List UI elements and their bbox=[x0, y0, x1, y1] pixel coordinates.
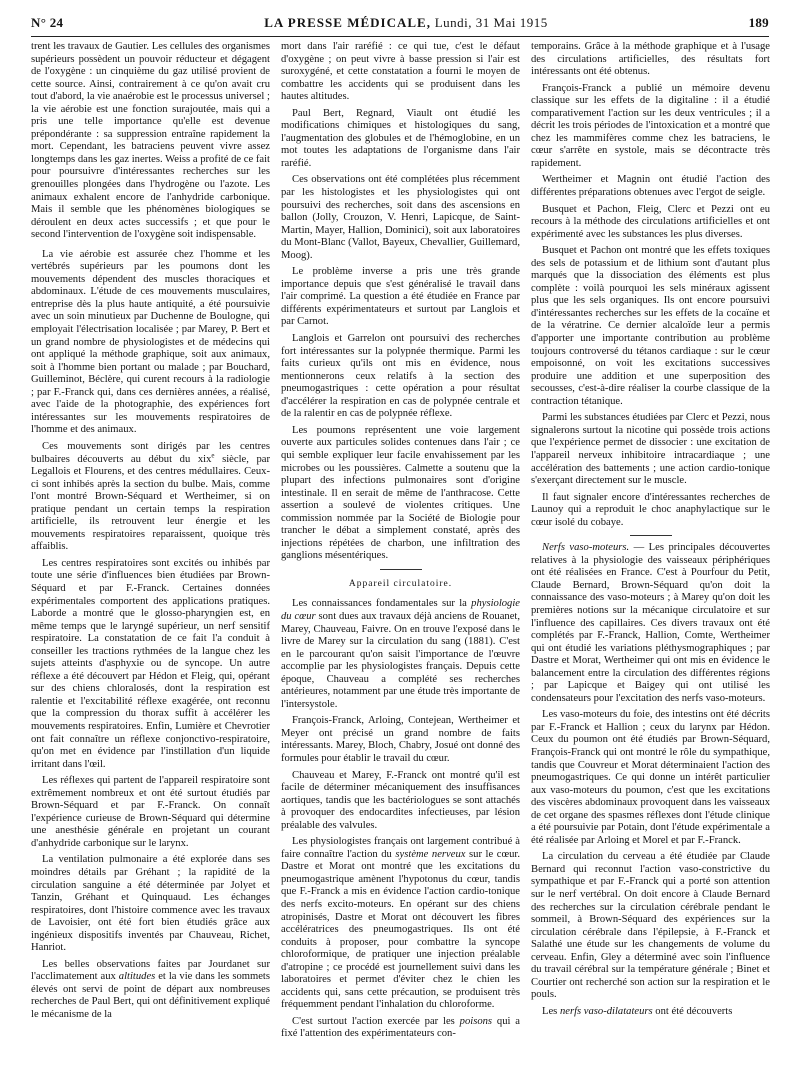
paragraph: C'est surtout l'action exercée par les poisons qui a fixé l'attention des expérimentateurs con- bbox=[281, 1015, 520, 1040]
paragraph: Les réflexes qui partent de l'appareil respiratoire sont extrêmement nombreux et ont été surtout étudiés par Brown-Séquard et par F.-Franck. On connaît l'expérience curieuse de Brown-Séquard qui détermine une anesthésie générale en projetant un courant d'anhydride carbonique sur le larynx. bbox=[31, 775, 270, 849]
paragraph: Nerfs vaso-moteurs. — Les principales découvertes relatives à la physiologie des vaisseaux périphériques ont été réalisées en France. C'est à Pourfour du Petit, Claude Bernard, Brown-Séquard qu'on doit la connaissance des vaso-moteurs ; à Marey qu'on doit les premières notions sur la mécanique circulatoire et sur l'influence des capillaires. Ces divers travaux ont été complétés par F.-Franck, Hallion, Comte, Wertheimer qui ont étudié les variations pléthysmographiques ; par Dastre et Morat, Wertheimer qui ont mis en évidence le balancement entre la circulation des différentes régions ; par Lapicque et Baigey qui ont utilisé les condensateurs pour l'excitation des nerfs vaso-moteurs. bbox=[531, 542, 770, 704]
subsection-heading: Nerfs vaso-moteurs. bbox=[542, 542, 630, 554]
paragraph: La ventilation pulmonaire a été explorée dans ses moindres détails par Gréhant ; la rapidité de la circulation sanguine a été déterminée par Jolyet et Tanzin, Gréhant et Quinquaud. Les échanges respiratoires, dont l'histoire commence avec les travaux de Lavoisier, ont été fort bien étudiés grâce aux ingénieux dispositifs inventés par Chauveau, Richet, Hanriot. bbox=[31, 854, 270, 954]
paragraph: Les vaso-moteurs du foie, des intestins ont été décrits par F.-Franck et Hallion ; ceux du larynx par Hédon. Ceux du poumon ont été étudiés par Brown-Séquard, François-Franck qui ont montré le rôle du sympathique, tandis que Couvreur et Morat déterminaient l'action des pneumogastriques. Ce qui donne un intérêt particulier aux vaso-moteurs du poumon, c'est que les excitations des viscères abdominaux provoquent dans les vaisseaux de cet organe des spasmes réflexes dont l'étude clinique a été poursuivie par Potain, dont l'étude expérimentale a été réalisée par Arloing et Morel et par F.-Franck. bbox=[531, 709, 770, 846]
paragraph: Les centres respiratoires sont excités ou inhibés par toute une série d'influences bien étudiées par Brown-Séquard et par F.-Franck. Certaines données expérimentales comportent des applications pratiques. Laborde a montré que le glosso-pharyngien est, en même temps que le laryngé supérieur, un nerf sensitif respiratoire. La constatation de ce fait l'a conduit à conseiller les tractions rythmées de la langue chez les sujets atteints d'asphyxie ou de syncope. Un autre réflexe a été découvert par Hédon et Fleig, qui, opérant sur des chiens chloralosés, dont la respiration est ralentie et l'excitabilité réflexe exagérée, ont reconnu que la compression du thorax suffit à accélérer les mouvements respiratoires. Enfin, Lumière et Chevrotier ont fait connaître un réflexe conjonctivo-respiratoire, qu'on met en évidence par l'instillation d'un liquide irritant dans l'œil. bbox=[31, 557, 270, 770]
paragraph: Le problème inverse a pris une très grande importance depuis que s'est généralisé le travail dans l'air comprimé. La question a été étudiée en France par différents expérimentateurs et surtout par Langlois et par Carnot. bbox=[281, 266, 520, 328]
page-number: 189 bbox=[748, 15, 769, 30]
paragraph: trent les travaux de Gautier. Les cellules des organismes supérieurs possèdent un pouvoir réducteur et dégagent de l'oxygène : un cinquième du gaz utilisé provient de cette source. Ainsi, contrairement à ce qu'on avait cru tout d'abord, la vie anaérobie est le processus universel ; la vie aérobie est une fonction surajoutée, mais qui a pris une telle importance qu'elle est devenue prépondérante : sa suppression entraîne rapidement la mort. Cependant, les batraciens peuvent vivre assez longtemps dans les gaz inertes. Weiss a profité de ce fait pour poursuivre d'intéressantes recherches sur les grenouilles plongées dans l'hydrogène ou l'azote. Les animaux exhalent encore de l'anhydride carbonique. Mais il semble que les phénomènes biologiques se déroulent en deux actes successifs ; et que pour le second l'intervention de l'oxygène soit indispensable. bbox=[31, 41, 270, 241]
paragraph: François-Franck a publié un mémoire devenu classique sur les effets de la digitaline : il a étudié comparativement l'action sur les deux ventricules ; il a décrit les trois périodes de l'intoxication et a montré que chez les mammifères comme chez les batraciens, le cœur s'arrête en systole, mais se décontracte très rapidement. bbox=[531, 82, 770, 169]
paragraph: Les nerfs vaso-dilatateurs ont été découverts bbox=[542, 1005, 733, 1017]
paragraph: Chauveau et Marey, F.-Franck ont montré qu'il est facile de déterminer mécaniquement des insuffisances aortiques, tandis que les bactériologues se sont attachés à provoquer des endocardites infectieuses, par lésion préalable des valvules. bbox=[281, 769, 520, 831]
paragraph: François-Franck, Arloing, Contejean, Wertheimer et Meyer ont précisé un grand nombre de faits intéressants. Marey, Bloch, Chabry, Josué ont donné des formules pour établir le travail du cœur. bbox=[281, 715, 520, 764]
paragraph: La vie aérobie est assurée chez l'homme et les vertébrés supérieurs par les poumons dont les mouvements dépendent des muscles thoraciques et abdominaux. L'étude de ces mouvements musculaires, entreprise dès la plus haute antiquité, a été poursuivie avec un soin minutieux par Duchenne de Boulogne, qui employait l'électrisation localisée ; par Marey, P. Bert et un grand nombre de physiologistes et de médecins qui ont appliqué la méthode graphique, soit aux animaux, soit à l'homme bien portant ou malade ; par Bouchard, Guilleminot, Béclère, qui curent recours à la radiologie ; par F.-Franck qui, dans ces dernières années, a réalisé, avec l'aide de la photographie, des expériences fort intéressantes sur les mouvements respiratoires de l'homme et des animaux. bbox=[31, 248, 270, 436]
paragraph: Les physiologistes français ont largement contribué à faire connaître l'action du système nerveux sur le cœur. Dastre et Morat ont montré que les excitations du pneumogastrique amènent l'hypotonus du cœur, tandis que F.-Franck a mis en évidence l'action cardio-tonique des nerfs excito-moteurs. En opérant sur des chiens atropinisés, Dastre et Morat ont découvert les fibres accélératrices des pneumogastriques. Ils ont été conduits à proposer, pour combattre la syncope chloroformique, de pratiquer une injection préalable d'atropine ; ce procédé est journellement suivi dans les laboratoires et permet d'éviter chez le chien les accidents qui, sans cette précaution, se produisent très fréquemment pendant l'inhalation du chloroforme. bbox=[281, 836, 520, 1011]
issue-number: N° 24 bbox=[31, 15, 64, 30]
paragraph: Parmi les substances étudiées par Clerc et Pezzi, nous signalerons surtout la nicotine qui possède trois actions que l'expérience permet de dissocier : une excitation de l'appareil nerveux inhibitoire intracardiaque ; une accélération des battements ; une action cardio-tonique s'exerçant directement sur le muscle. bbox=[531, 412, 770, 487]
paragraph: temporains. Grâce à la méthode graphique et à l'usage des circulations artificielles, des résultats fort intéressants ont été obtenus. bbox=[531, 41, 770, 78]
paragraph: Il faut signaler encore d'intéressantes recherches de Launoy qui a reproduit le choc anaphylactique sur le cœur isolé du cobaye. bbox=[531, 491, 770, 528]
paragraph: Ces mouvements sont dirigés par les centres bulbaires découverts au début du xix$^e$ siècle, par Legallois et Flourens, et des centres médullaires. Ceux-ci sont inhibés après la section du bulbe. Mais, comme l'ont montré Brown-Séquard et Wertheimer, si on pratique pendant un certain temps la respiration artificielle, ils retrouvent leur énergie et les mouvements respiratoires reparaissent, quoique très affaiblis. bbox=[31, 440, 270, 553]
paragraph: Les connaissances fondamentales sur la physiologie du cœur sont dues aux travaux déjà anciens de Rouanet, Marey, Chauveau, Faivre. On en trouve l'exposé dans le livre de Marey sur la circulation du sang (1881). C'est en le parcourant qu'on saisit l'importance de l'œuvre accomplie par les physiologistes français. Depuis cette époque, Chauveau a complété ses recherches antérieures, notamment par une étude très importante de l'intersystole. bbox=[281, 598, 520, 710]
running-title bbox=[264, 15, 547, 31]
section-divider bbox=[630, 535, 672, 536]
paragraph: Busquet et Pachon ont montré que les effets toxiques des sels de potassium et de lithium sont d'autant plus marqués que la dissociation des éléments est plus complète : voilà pourquoi les sels minéraux agissent plus que les sels organiques. Ils ont encore poursuivi d'intéressantes recherches sur les effets de la cocaïne et de la vératrine. Ce dernier alcaloïde leur a permis d'apporter une importante contribution au problème toujours controversé du tétanos cardiaque : sur le cœur empoisonné, on voit les excitations successives produire une addition et une superposition des secousses, c'est-à-dire réaliser la courbe classique de la contraction tétanique. bbox=[531, 245, 770, 407]
paragraph: Busquet et Pachon, Fleig, Clerc et Pezzi ont eu recours à la méthode des circulations artificielles et ont expérimenté avec les substances les plus diverses. bbox=[531, 203, 770, 240]
section-heading: Appareil circulatoire. bbox=[348, 578, 453, 589]
text-columns bbox=[31, 41, 770, 1078]
page-header bbox=[31, 10, 769, 37]
issue-date: Lundi, 31 Mai 1915 bbox=[434, 15, 548, 30]
column-right bbox=[531, 41, 770, 1078]
column-middle bbox=[281, 41, 520, 1078]
paragraph: Paul Bert, Regnard, Viault ont étudié les modifications chimiques et histologiques du sang, l'augmentation des globules et de l'hémoglobine, en un mot toutes les adaptations de l'organisme dans l'air raréfié. bbox=[281, 107, 520, 169]
paragraph: mort dans l'air raréfié : ce qui tue, c'est le défaut d'oxygène ; on peut vivre à basse pression si l'air est suroxygéné, et cette constatation a fourni le moyen de combattre les accidents qui se produisent dans les hautes altitudes. bbox=[281, 41, 520, 103]
paragraph: Les belles observations faites par Jourdanet sur l'acclimatement aux altitudes et la vie dans les sommets élevés ont servi de point de départ aux nombreuses recherches de Paul Bert, qui ont définitivement expliqué le mécanisme de la bbox=[31, 958, 270, 1021]
paragraph: Langlois et Garrelon ont poursuivi des recherches fort intéressantes sur la polypnée thermique. Parmi les faits curieux qu'ils ont mis en évidence, nous mentionnerons ceux relatifs à la section des pneumogastriques : cette opération a pour résultat d'accélérer la respiration en cas de polypnée centrale et de la ralentir en cas de polypnée réflexe. bbox=[281, 333, 520, 420]
section-divider bbox=[380, 569, 422, 570]
paragraph: Les poumons représentent une voie largement ouverte aux particules solides contenues dans l'air ; ce qui semble expliquer leur facile envahissement par les microbes ou les poussières. Calmette a soutenu que la plupart des infections pulmonaires sont d'origine intestinale. Il en serait de même de l'anthracose. Cette assertion a soulevé de violentes critiques. Une commission nommée par la Société de Biologie pour trancher le débat a simplement constaté, après des injections répétées de charbon, une infiltration des ganglions mésentériques. bbox=[281, 424, 520, 562]
paragraph: Ces observations ont été complétées plus récemment par les histologistes et les physiologistes qui ont poursuivi des recherches, soit dans des ascensions en ballon (Jolly, Crouzon, V. Henri, Lapicque, de Saint-Martin, Mayer, Hallion, Dominici), soit aux laboratoires du Mont-Blanc (Vallot, Bayeux, Chevallier, Guillemard, Moog). bbox=[281, 174, 520, 261]
paragraph: Wertheimer et Magnin ont étudié l'action des différentes préparations obtenues avec l'ergot de seigle. bbox=[531, 174, 770, 199]
century-numeral: xix bbox=[197, 453, 212, 465]
journal-name: LA PRESSE MÉDICALE, bbox=[264, 15, 431, 30]
paragraph: La circulation du cerveau a été étudiée par Claude Bernard qui reconnut l'action vaso-constrictive du sympathique et par F.-Franck qui a porté son attention sur le nerf vertébral. On doit encore à Claude Bernard des recherches sur la circulation cérébrale pendant le sommeil, à Brown-Séquard des expériences sur la circulation cérébrale dans l'épilepsie, à F.-Franck et Salathé une étude sur les changements de volume du cerveau. Enfin, Gley a déterminé avec soin l'influence du travail cérébral sur la température générale ; Binet et Courtier ont recherché son action sur la respiration et le pouls. bbox=[531, 851, 770, 1001]
column-left bbox=[31, 41, 270, 1078]
